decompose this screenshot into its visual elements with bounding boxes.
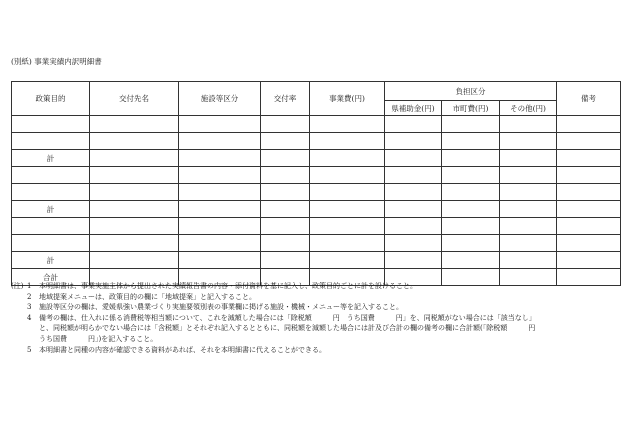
- col-header-city: 市町費(円): [442, 101, 500, 116]
- note-number: 5: [27, 345, 32, 354]
- table-row: [12, 116, 621, 133]
- table-row: [12, 133, 621, 150]
- note-number: 4: [27, 313, 32, 322]
- subtotal-label: 計: [12, 252, 90, 269]
- col-header-category: 施設等区分: [179, 82, 261, 116]
- note-item: [11, 292, 623, 303]
- note-text-line: と、同税額が明らかでない場合には「含税額」とそれぞれ記入するとともに、同税額を減額した場合には計及び合計の欄の備考の欄に合計額(「除税額 円: [39, 324, 536, 333]
- table-row: [12, 167, 621, 184]
- table-row: [12, 184, 621, 201]
- note-item: [11, 281, 623, 292]
- subtotal-row: [12, 252, 621, 269]
- col-header-policy: 政策目的: [12, 82, 90, 116]
- col-header-prefecture: 県補助金(円): [385, 101, 442, 116]
- note-text-line: 備考の欄は、仕入れに係る消費税等相当額について、これを減額した場合には「除税額 円 うち国費 円」を、同税額がない場合には「該当なし」: [39, 313, 536, 322]
- note-item: [11, 313, 623, 345]
- note-text: 施設等区分の欄は、愛媛県強い農業づくり実施要領別表の事業欄に掲げる施設・機械・メニュー等を記入すること。: [39, 303, 403, 312]
- col-header-remarks: 備考: [557, 82, 621, 116]
- note-text: 地域提案メニューは、政策目的の欄に「地域提案」と記入すること。: [39, 292, 256, 301]
- note-number: 3: [27, 303, 32, 312]
- col-header-recipient: 交付先名: [90, 82, 179, 116]
- total-label: 合計: [12, 269, 90, 286]
- col-header-rate: 交付率: [261, 82, 310, 116]
- col-header-cost: 事業費(円): [310, 82, 385, 116]
- table-row: [12, 235, 621, 252]
- document-title: (別紙) 事業実績内訳明細書: [11, 57, 102, 66]
- note-item: [11, 302, 623, 313]
- note-text-line: うち国費 円」)を記入すること。: [39, 334, 158, 343]
- note-number: 1: [27, 282, 32, 290]
- table-row: [12, 218, 621, 235]
- subtotal-label: 計: [12, 201, 90, 218]
- note-number: 2: [27, 292, 32, 301]
- notes-prefix: (注): [11, 282, 24, 290]
- note-item: [11, 345, 623, 356]
- note-text: 本明細書は、事業実施主体から提出された実績報告書の内容・添付資料を基に記入し、政策目的ごとに計を設けること。: [39, 282, 417, 290]
- col-header-burden: 負担区分: [385, 82, 557, 101]
- subtotal-row: [12, 201, 621, 218]
- detail-table: [11, 81, 621, 286]
- note-text: 本明細書と同種の内容が確認できる資料があれば、それを本明細書に代えることができる。: [39, 345, 326, 354]
- subtotal-label: 計: [12, 150, 90, 167]
- col-header-other: その他(円): [500, 101, 557, 116]
- notes-section: [11, 281, 623, 355]
- table-header-row: [12, 82, 621, 101]
- subtotal-row: [12, 150, 621, 167]
